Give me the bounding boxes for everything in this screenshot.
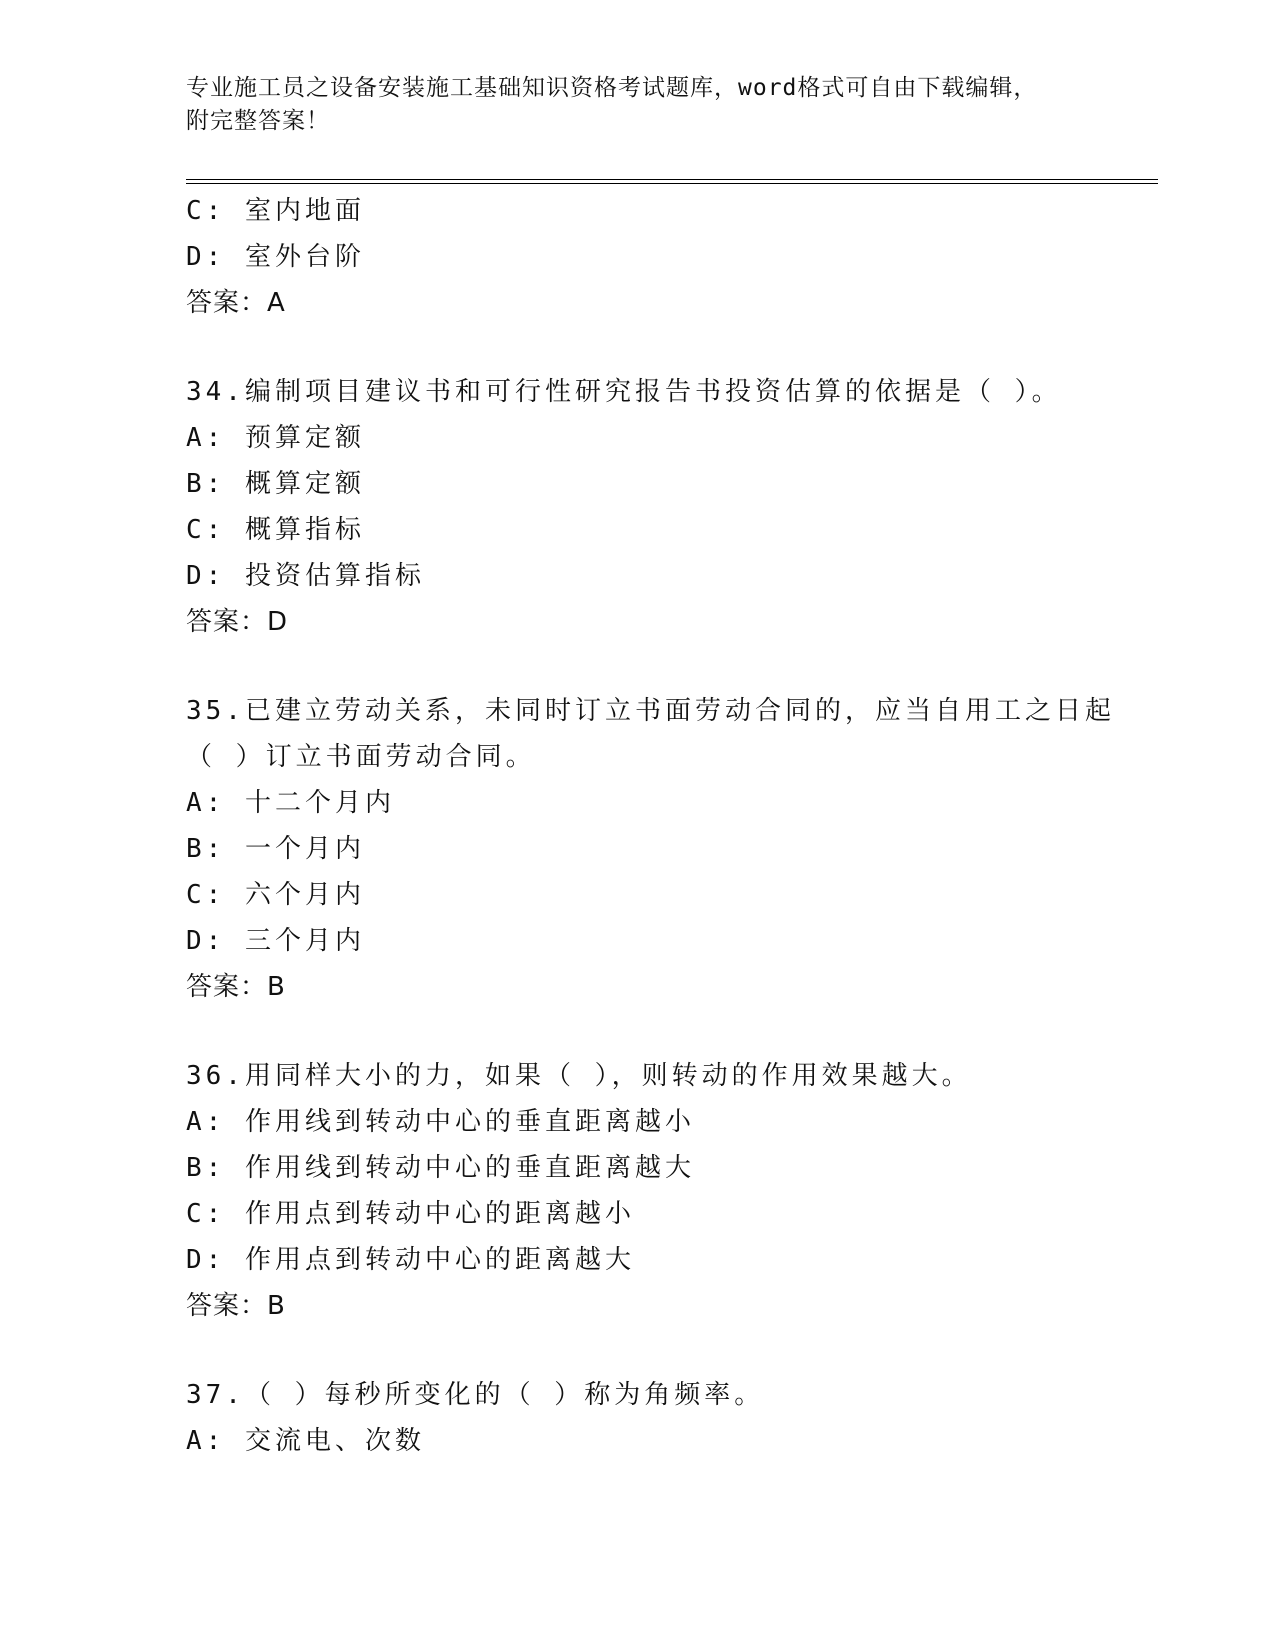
option-b: B: 作用线到转动中心的垂直距离越大 xyxy=(186,1153,695,1183)
answer-line: 答案：B xyxy=(186,972,286,1002)
header-divider-bottom xyxy=(186,183,1158,184)
header-line-1: 专业施工员之设备安装施工基础知识资格考试题库，word格式可自由下载编辑， xyxy=(186,75,1038,101)
option-c: C: 作用点到转动中心的距离越小 xyxy=(186,1199,635,1229)
option-a: A: 作用线到转动中心的垂直距离越小 xyxy=(186,1107,695,1137)
answer-line: 答案：A xyxy=(186,288,286,318)
question-block-36 xyxy=(186,1053,1146,1329)
option-d: D: 三个月内 xyxy=(186,926,365,956)
question-stem-continued: （ ）订立书面劳动合同。 xyxy=(186,742,536,772)
option-a: A: 十二个月内 xyxy=(186,788,395,818)
spacer xyxy=(186,645,1146,688)
answer-line: 答案：B xyxy=(186,1291,286,1321)
option-b: B: 概算定额 xyxy=(186,469,365,499)
spacer xyxy=(186,1010,1146,1053)
question-stem: 35.已建立劳动关系，未同时订立书面劳动合同的，应当自用工之日起 xyxy=(186,696,1115,726)
spacer xyxy=(186,1329,1146,1372)
option-d: D: 作用点到转动中心的距离越大 xyxy=(186,1245,635,1275)
header-divider-top xyxy=(186,179,1158,180)
question-stem: 37.（ ）每秒所变化的（ ）称为角频率。 xyxy=(186,1380,765,1410)
option-a: A: 预算定额 xyxy=(186,423,365,453)
question-block-33 xyxy=(186,188,1146,326)
option-c: C: 室内地面 xyxy=(186,196,365,226)
option-a: A: 交流电、次数 xyxy=(186,1426,425,1456)
option-c: C: 概算指标 xyxy=(186,515,365,545)
option-b: B: 一个月内 xyxy=(186,834,365,864)
question-list xyxy=(186,188,1146,1464)
answer-line: 答案：D xyxy=(186,607,289,637)
header-line-2: 附完整答案！ xyxy=(186,108,330,134)
question-stem: 36.用同样大小的力，如果（ ），则转动的作用效果越大。 xyxy=(186,1061,972,1091)
question-block-34 xyxy=(186,369,1146,645)
document-header xyxy=(186,72,1086,138)
option-d: D: 投资估算指标 xyxy=(186,561,425,591)
option-d: D: 室外台阶 xyxy=(186,242,365,272)
question-block-37 xyxy=(186,1372,1146,1464)
option-c: C: 六个月内 xyxy=(186,880,365,910)
spacer xyxy=(186,326,1146,369)
question-stem: 34.编制项目建议书和可行性研究报告书投资估算的依据是（ ）。 xyxy=(186,377,1062,407)
question-block-35 xyxy=(186,688,1146,1010)
